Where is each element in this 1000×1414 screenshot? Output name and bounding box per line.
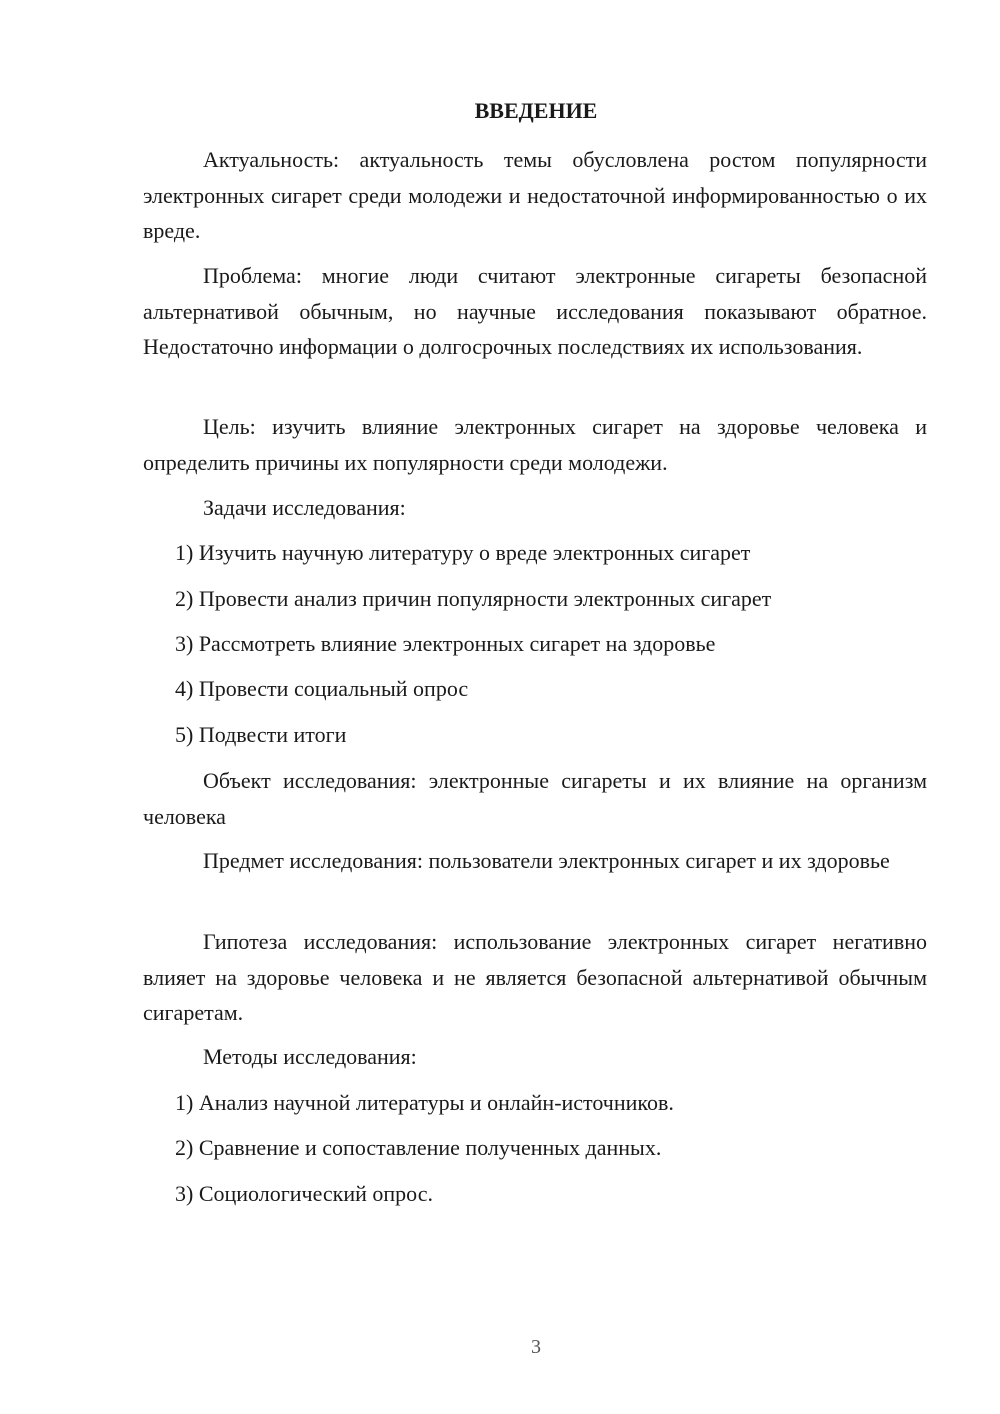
method-item: 3) Социологический опрос. [175,1181,433,1206]
hypothesis-paragraph: Гипотеза исследования: использование электронных сигарет негативно влияет на здоровье человека и не является безопасной альтернативой обычным сигаретам. [143,929,927,1025]
task-item: 2) Провести анализ причин популярности электронных сигарет [175,586,772,611]
object-paragraph: Объект исследования: электронные сигареты и их влияние на организм человека [143,768,927,829]
problem-paragraph: Проблема: многие люди считают электронные сигареты безопасной альтернативой обычным, но научные исследования показывают обратное. Недостаточно информации о долгосрочных последствиях их использования. [143,263,927,359]
section-title: ВВЕДЕНИЕ [474,98,598,123]
tasks-heading: Задачи исследования: [203,495,406,520]
task-item: 5) Подвести итоги [175,722,347,747]
subject-paragraph: Предмет исследования: пользователи электронных сигарет и их здоровье [203,848,890,873]
method-item: 2) Сравнение и сопоставление полученных данных. [175,1135,662,1160]
relevance-paragraph: Актуальность: актуальность темы обусловлена ростом популярности электронных сигарет среди молодежи и недостаточной информированностью о их вреде. [143,147,927,243]
method-item: 1) Анализ научной литературы и онлайн-источников. [175,1090,674,1115]
methods-heading: Методы исследования: [203,1044,417,1069]
task-item: 1) Изучить научную литературу о вреде электронных сигарет [175,540,751,565]
page-number: 3 [531,1336,541,1358]
task-item: 4) Провести социальный опрос [175,676,469,701]
task-item: 3) Рассмотреть влияние электронных сигарет на здоровье [175,631,716,656]
goal-paragraph: Цель: изучить влияние электронных сигарет на здоровье человека и определить причины их популярности среди молодежи. [143,414,927,475]
